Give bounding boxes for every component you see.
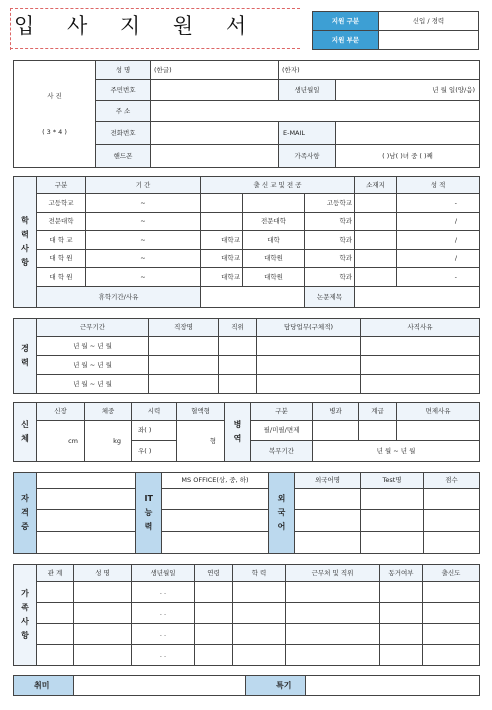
- edu-location[interactable]: [355, 231, 397, 249]
- mil-rank-field[interactable]: [359, 421, 397, 441]
- education-section-text: 학력사항: [21, 216, 29, 267]
- fam-relation[interactable]: [37, 624, 74, 645]
- body-section-label: [14, 403, 37, 462]
- it-field[interactable]: [162, 532, 269, 554]
- family-count-field[interactable]: ( )남( )녀 중 ( )째: [336, 145, 480, 168]
- edu-mid[interactable]: 전문대학: [243, 212, 305, 230]
- edu-location[interactable]: [355, 212, 397, 230]
- thesis-label: 논문제목: [305, 286, 355, 308]
- edu-left[interactable]: [201, 194, 243, 212]
- education-table: [13, 176, 480, 308]
- lang-score[interactable]: [424, 489, 480, 510]
- body-header-blood: 혈액형: [177, 403, 225, 421]
- fam-birth[interactable]: . .: [132, 603, 195, 624]
- apply-table: [312, 11, 479, 50]
- height-field[interactable]: cm: [37, 421, 85, 462]
- edu-type: 고등학교: [37, 194, 86, 212]
- edu-type: 대 학 원: [37, 249, 86, 267]
- edu-left[interactable]: 대학교: [201, 268, 243, 286]
- edu-left[interactable]: [201, 212, 243, 230]
- fam-name[interactable]: [74, 645, 132, 666]
- career-section-text: 경력: [21, 344, 29, 367]
- fam-edu[interactable]: [233, 582, 286, 603]
- edu-period[interactable]: ~: [86, 212, 201, 230]
- career-reason[interactable]: [361, 337, 480, 356]
- fam-header-relation: 관 계: [37, 565, 74, 582]
- leave-label: 휴학기간/사유: [37, 286, 201, 308]
- phone-label: 전화번호: [96, 122, 151, 145]
- phone-field[interactable]: [151, 122, 279, 145]
- lang-header-test: Test명: [361, 473, 424, 489]
- career-header-period: 근무기간: [37, 319, 149, 337]
- family-section-label: [14, 565, 37, 666]
- fam-header-origin: 출신도: [423, 565, 480, 582]
- edu-right[interactable]: 학과: [305, 231, 355, 249]
- fam-live[interactable]: [380, 603, 423, 624]
- apply-dept-label: 지원 부문: [313, 31, 379, 50]
- fam-name[interactable]: [74, 624, 132, 645]
- family-row: [14, 624, 480, 645]
- fam-live[interactable]: [380, 582, 423, 603]
- apply-dept-value[interactable]: [379, 31, 479, 50]
- fam-birth[interactable]: . .: [132, 582, 195, 603]
- special-label: 특기: [246, 676, 306, 696]
- mil-header-type: 구분: [251, 403, 313, 421]
- career-position[interactable]: [219, 375, 257, 394]
- body-header-weight: 체중: [85, 403, 132, 421]
- fam-header-birth: 생년월일: [132, 565, 195, 582]
- edu-header-type: 구분: [37, 177, 86, 194]
- education-section-label: [14, 177, 37, 308]
- mil-exempt-field[interactable]: [397, 421, 480, 441]
- fam-age[interactable]: [195, 582, 233, 603]
- edu-type: 대 학 교: [37, 231, 86, 249]
- fam-origin[interactable]: [423, 603, 480, 624]
- guide-line: [10, 8, 300, 9]
- blood-field[interactable]: 형: [177, 421, 225, 462]
- career-header-position: 직위: [219, 319, 257, 337]
- it-section-label: [136, 473, 162, 554]
- guide-line: [10, 8, 11, 50]
- fam-age[interactable]: [195, 645, 233, 666]
- lang-test[interactable]: [361, 489, 424, 510]
- edu-right[interactable]: 학과: [305, 268, 355, 286]
- fam-header-age: 연령: [195, 565, 233, 582]
- career-position[interactable]: [219, 356, 257, 375]
- lang-test[interactable]: [361, 510, 424, 532]
- ms-office-label: MS OFFICE(상, 중, 하): [162, 473, 269, 489]
- body-header-eyesight: 시력: [132, 403, 177, 421]
- career-period[interactable]: 년 월 ~ 년 월: [37, 337, 149, 356]
- edu-location[interactable]: [355, 249, 397, 267]
- id-label: 주민번호: [96, 80, 151, 101]
- photo-size: ( 3 * 4 ): [42, 128, 67, 136]
- fam-origin[interactable]: [423, 645, 480, 666]
- cert-section-label: [14, 473, 37, 554]
- fam-edu[interactable]: [233, 624, 286, 645]
- career-duty[interactable]: [257, 356, 361, 375]
- edu-type: 대 학 원: [37, 268, 86, 286]
- lang-score[interactable]: [424, 532, 480, 554]
- family-row: [14, 603, 480, 624]
- fam-job[interactable]: [286, 624, 380, 645]
- career-row: [14, 356, 480, 375]
- family-table: [13, 564, 480, 666]
- body-section-text: 신체: [21, 420, 29, 443]
- edu-grade[interactable]: -: [397, 194, 480, 212]
- fam-relation[interactable]: [37, 582, 74, 603]
- family-row: [14, 582, 480, 603]
- name-hanja-field[interactable]: (한자): [279, 61, 480, 80]
- lang-section-text: 외국어: [277, 494, 286, 531]
- career-row: [14, 375, 480, 394]
- personal-table: [13, 60, 480, 168]
- mil-period-field[interactable]: 년 월 ~ 년 월: [313, 441, 480, 462]
- mil-type-field[interactable]: 필/미필/면제: [251, 421, 313, 441]
- edu-right[interactable]: 학과: [305, 212, 355, 230]
- thesis-field[interactable]: [355, 286, 480, 308]
- career-period[interactable]: 년 월 ~ 년 월: [37, 375, 149, 394]
- career-row: [14, 337, 480, 356]
- eye-right-field[interactable]: 우( ): [132, 441, 177, 462]
- edu-header-school: 출 신 교 및 전 공: [201, 177, 355, 194]
- cert-field[interactable]: [37, 489, 136, 510]
- mil-header-rank: 계급: [359, 403, 397, 421]
- fam-origin[interactable]: [423, 624, 480, 645]
- fam-live[interactable]: [380, 645, 423, 666]
- lang-section-label: [269, 473, 295, 554]
- family-row: [14, 645, 480, 666]
- lang-name[interactable]: [295, 510, 361, 532]
- career-position[interactable]: [219, 337, 257, 356]
- edu-grade[interactable]: -: [397, 268, 480, 286]
- career-header-company: 직장명: [149, 319, 219, 337]
- mil-period-label: 복무기간: [251, 441, 313, 462]
- mil-header-exempt: 면제사유: [397, 403, 480, 421]
- photo-box[interactable]: [14, 61, 96, 168]
- fam-job[interactable]: [286, 582, 380, 603]
- edu-type: 전문대학: [37, 212, 86, 230]
- name-label: 성 명: [96, 61, 151, 80]
- career-reason[interactable]: [361, 356, 480, 375]
- body-table: [13, 402, 480, 462]
- name-kor-field[interactable]: (한글): [151, 61, 279, 80]
- edu-mid[interactable]: 대학원: [243, 249, 305, 267]
- edu-right[interactable]: 학과: [305, 249, 355, 267]
- edu-mid[interactable]: 대학: [243, 231, 305, 249]
- special-field[interactable]: [306, 676, 480, 696]
- edu-row: [14, 194, 480, 212]
- guide-line: [10, 48, 300, 49]
- fam-relation[interactable]: [37, 603, 74, 624]
- edu-location[interactable]: [355, 268, 397, 286]
- career-duty[interactable]: [257, 375, 361, 394]
- edu-row: [14, 268, 480, 286]
- fam-age[interactable]: [195, 624, 233, 645]
- mil-header-branch: 병과: [313, 403, 359, 421]
- eye-left-field[interactable]: 좌( ): [132, 421, 177, 441]
- it-field[interactable]: [162, 489, 269, 510]
- fam-header-name: 성 명: [74, 565, 132, 582]
- skills-table: [13, 472, 480, 554]
- apply-type-value[interactable]: 신입 / 경력: [379, 12, 479, 31]
- cert-field[interactable]: [37, 473, 136, 489]
- fam-job[interactable]: [286, 645, 380, 666]
- birth-field[interactable]: 년 월 일(양/음): [336, 80, 480, 101]
- career-header-duty: 담당업무(구체적): [257, 319, 361, 337]
- hobby-table: [13, 675, 480, 696]
- edu-mid[interactable]: [243, 194, 305, 212]
- edu-left[interactable]: 대학교: [201, 249, 243, 267]
- addr-label: 주 소: [96, 101, 151, 122]
- photo-label: 사 진: [47, 92, 62, 100]
- page-title: 입 사 지 원 서: [14, 14, 260, 38]
- fam-edu[interactable]: [233, 645, 286, 666]
- edu-period[interactable]: ~: [86, 268, 201, 286]
- fam-origin[interactable]: [423, 582, 480, 603]
- it-field[interactable]: [162, 510, 269, 532]
- edu-row: [14, 212, 480, 230]
- edu-header-grade: 성 적: [397, 177, 480, 194]
- fam-name[interactable]: [74, 603, 132, 624]
- lang-name[interactable]: [295, 489, 361, 510]
- edu-row: [14, 249, 480, 267]
- career-section-label: [14, 319, 37, 394]
- weight-field[interactable]: kg: [85, 421, 132, 462]
- edu-right[interactable]: 고등학교: [305, 194, 355, 212]
- fam-job[interactable]: [286, 603, 380, 624]
- edu-header-location: 소재지: [355, 177, 397, 194]
- email-field[interactable]: [336, 122, 480, 145]
- career-header-reason: 사직사유: [361, 319, 480, 337]
- addr-field[interactable]: [151, 101, 480, 122]
- edu-location[interactable]: [355, 194, 397, 212]
- career-company[interactable]: [149, 356, 219, 375]
- edu-grade[interactable]: /: [397, 231, 480, 249]
- lang-header-name: 외국어명: [295, 473, 361, 489]
- family-section-text: 가족사항: [21, 589, 29, 640]
- cert-field[interactable]: [37, 510, 136, 532]
- career-reason[interactable]: [361, 375, 480, 394]
- edu-left[interactable]: 대학교: [201, 231, 243, 249]
- fam-name[interactable]: [74, 582, 132, 603]
- birth-label: 생년월일: [279, 80, 336, 101]
- fam-edu[interactable]: [233, 603, 286, 624]
- career-duty[interactable]: [257, 337, 361, 356]
- lang-header-score: 점수: [424, 473, 480, 489]
- fam-birth[interactable]: . .: [132, 645, 195, 666]
- it-section-text: IT능력: [144, 494, 153, 531]
- cert-section-text: 자격증: [21, 494, 29, 531]
- lang-score[interactable]: [424, 510, 480, 532]
- mobile-label: 핸드폰: [96, 145, 151, 168]
- leave-field[interactable]: [201, 286, 305, 308]
- lang-test[interactable]: [361, 532, 424, 554]
- edu-row: [14, 231, 480, 249]
- fam-relation[interactable]: [37, 645, 74, 666]
- body-header-height: 신장: [37, 403, 85, 421]
- family-label: 가족사항: [279, 145, 336, 168]
- hobby-field[interactable]: [74, 676, 246, 696]
- edu-grade[interactable]: /: [397, 249, 480, 267]
- fam-header-live: 동거여부: [380, 565, 423, 582]
- edu-mid[interactable]: 대학원: [243, 268, 305, 286]
- mobile-field[interactable]: [151, 145, 279, 168]
- career-period[interactable]: 년 월 ~ 년 월: [37, 356, 149, 375]
- career-company[interactable]: [149, 375, 219, 394]
- lang-name[interactable]: [295, 532, 361, 554]
- edu-grade[interactable]: /: [397, 212, 480, 230]
- id-field[interactable]: [151, 80, 279, 101]
- military-section-text: 병역: [233, 420, 242, 443]
- military-section-label: [225, 403, 251, 462]
- edu-header-period: 기 간: [86, 177, 201, 194]
- edu-period[interactable]: ~: [86, 231, 201, 249]
- fam-live[interactable]: [380, 624, 423, 645]
- career-company[interactable]: [149, 337, 219, 356]
- fam-header-job: 근무처 및 직위: [286, 565, 380, 582]
- apply-type-label: 지원 구분: [313, 12, 379, 31]
- edu-period[interactable]: ~: [86, 249, 201, 267]
- fam-header-edu: 학 력: [233, 565, 286, 582]
- hobby-label: 취미: [14, 676, 74, 696]
- email-label: E-MAIL: [279, 122, 336, 145]
- mil-branch-field[interactable]: [313, 421, 359, 441]
- fam-birth[interactable]: . .: [132, 624, 195, 645]
- fam-age[interactable]: [195, 603, 233, 624]
- edu-period[interactable]: ~: [86, 194, 201, 212]
- career-table: [13, 318, 480, 394]
- cert-field[interactable]: [37, 532, 136, 554]
